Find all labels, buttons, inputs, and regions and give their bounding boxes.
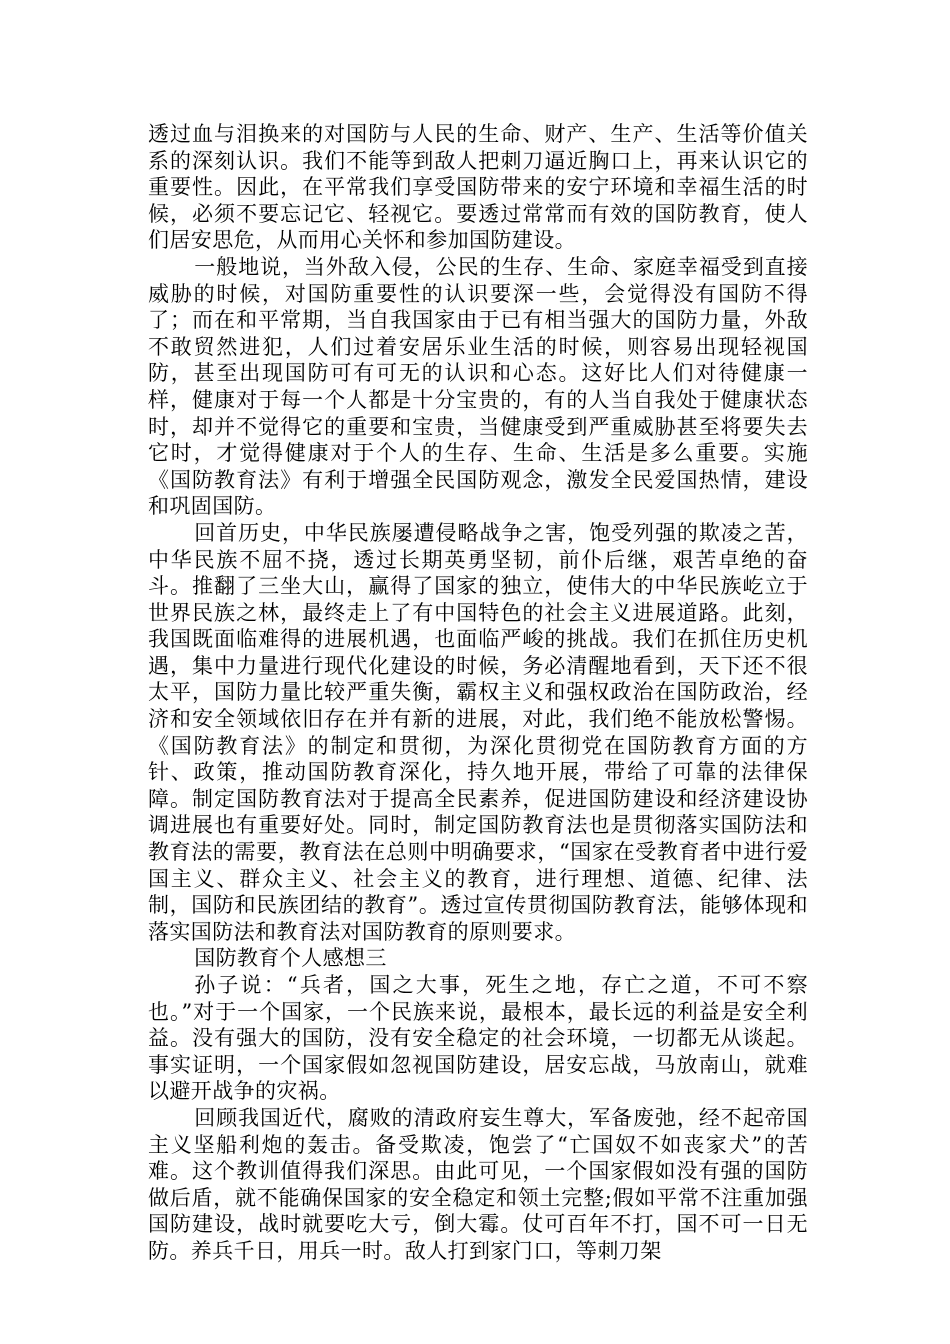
paragraph-5: 回顾我国近代，腐败的清政府妄生尊大，军备废弛，经不起帝国主义坚船利炮的轰击。备受欺凌，饱尝了“亡国奴不如丧家犬”的苦难。这个教训值得我们深思。由此可见，一个国家假如没有强的国防做后盾，就不能确保国家的安全稳定和领土完整;假如平常不注重加强国防建设，战时就要吃大亏，倒大霉。仗可百年不打，国不可一日无防。养兵千日，用兵一时。敌人打到家门口，等刺刀架 — [148, 1105, 808, 1263]
paragraph-4: 孙子说：“兵者，国之大事，死生之地，存亡之道，不可不察也。”对于一个国家，一个民族来说，最根本，最长远的利益是安全利益。没有强大的国防，没有安全稳定的社会环境，一切都无从谈起。事实证明，一个国家假如忽视国防建设，居安忘战，马放南山，就难以避开战争的灾祸。 — [148, 973, 808, 1104]
section-heading: 国防教育个人感想三 — [194, 946, 387, 971]
paragraph-3: 回首历史，中华民族屡遭侵略战争之害，饱受列强的欺凌之苦，中华民族不屈不挠，透过长期英勇坚韧，前仆后继，艰苦卓绝的奋斗。推翻了三坐大山，赢得了国家的独立，使伟大的中华民族屹立于世界民族之林，最终走上了有中国特色的社会主义进展道路。此刻，我国既面临难得的进展机遇，也面临严峻的挑战。我们在抓住历史机遇，集中力量进行现代化建设的时候，务必清醒地看到，天下还不很太平，国防力量比较严重失衡，霸权主义和强权政治在国防政治，经济和安全领域依旧存在并有新的进展，对此，我们绝不能放松警惕。《国防教育法》的制定和贯彻，为深化贯彻党在国防教育方面的方针、政策，推动国防教育深化，持久地开展，带给了可靠的法律保障。制定国防教育法对于提高全民素养，促进国防建设和经济建设协调进展也有重要好处。同时，制定国防教育法也是贯彻落实国防法和教育法的需要，教育法在总则中明确要求，“国家在受教育者中进行爱国主义、群众主义、社会主义的教育，进行理想、道德、纪律、法制，国防和民族团结的教育”。透过宣传贯彻国防教育法，能够体现和落实国防法和教育法对国防教育的原则要求。 — [148, 520, 808, 944]
paragraph-1: 透过血与泪换来的对国防与人民的生命、财产、生产、生活等价值关系的深刻认识。我们不能等到敌人把刺刀逼近胸口上，再来认识它的重要性。因此，在平常我们享受国防带来的安宁环境和幸福生活的时候，必须不要忘记它、轻视它。要透过常常而有效的国防教育，使人们居安思危，从而用心关怀和参加国防建设。 — [148, 122, 808, 253]
document-page — [148, 121, 808, 1265]
paragraph-2: 一般地说，当外敌入侵，公民的生存、生命、家庭幸福受到直接威胁的时候，对国防重要性的认识要深一些，会觉得没有国防不得了；而在和平常期，当自我国家由于已有相当强大的国防力量，外敌不敢贸然进犯，人们过着安居乐业生活的时候，则容易出现轻视国防，甚至出现国防可有可无的认识和心态。这好比人们对待健康一样，健康对于每一个人都是十分宝贵的，有的人当自我处于健康状态时，却并不觉得它的重要和宝贵，当健康受到严重威胁甚至将要失去它时，才觉得健康对于个人的生存、生命、生活是多么重要。实施《国防教育法》有利于增强全民国防观念，激发全民爱国热情，建设和巩固国防。 — [148, 254, 808, 519]
